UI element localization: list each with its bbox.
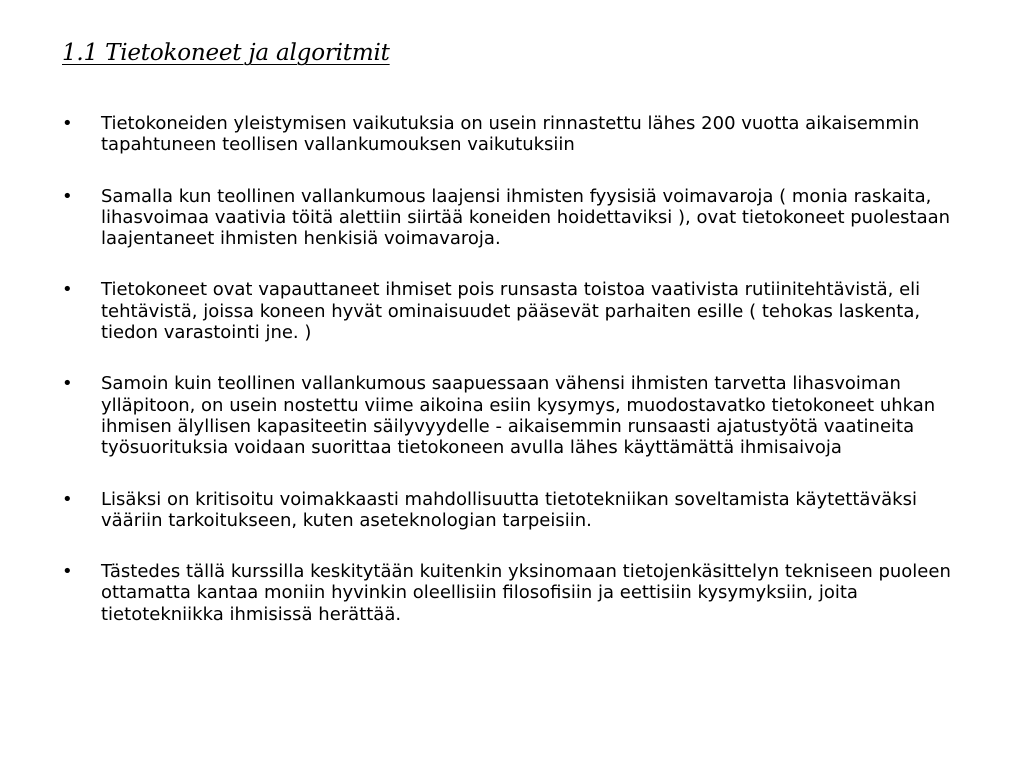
bullet-item-4 <box>62 373 982 458</box>
bullet-item-5 <box>62 489 982 532</box>
bullet-icon: • <box>62 279 73 301</box>
bullet-text: Tietokoneet ovat vapauttaneet ihmiset pois runsasta toistoa vaativista rutiinitehtävistä, eli tehtävistä, joissa koneen hyvät ominaisuudet pääsevät parhaiten esille ( tehokas laskenta, tiedon varastointi jne. ) <box>101 279 921 344</box>
bullet-icon: • <box>62 373 73 395</box>
bullet-list <box>62 113 982 655</box>
bullet-text: Samoin kuin teollinen vallankumous saapuessaan vähensi ihmisten tarvetta lihasvoiman ylläpitoon, on usein nostettu viime aikoina esiin kysymys, muodostavatko tietokoneet uhkan ihmisen älyllisen kapasiteetin säilyvyydelle - aikaisemmin runsaasti ajatustyötä vaatineita työsuorituksia voidaan suorittaa tietokoneen avulla lähes käyttämättä ihmisaivoja <box>101 373 936 459</box>
bullet-icon: • <box>62 561 73 583</box>
bullet-item-1 <box>62 113 982 156</box>
bullet-icon: • <box>62 185 73 207</box>
slide-title: 1.1 Tietokoneet ja algoritmit <box>62 40 390 66</box>
bullet-icon: • <box>62 488 73 510</box>
bullet-icon: • <box>62 113 73 134</box>
bullet-text: Samalla kun teollinen vallankumous laajensi ihmisten fyysisiä voimavaroja ( monia raskaita, lihasvoimaa vaativia töitä alettiin siirtää koneiden hoidettaviksi ), ovat tietokoneet puolestaan laajentaneet ihmisten henkisiä voimavaroja. <box>101 185 951 250</box>
bullet-item-6 <box>62 561 982 625</box>
bullet-text: Tietokoneiden yleistymisen vaikutuksia on usein rinnastettu lähes 200 vuotta aikaisemmin tapahtuneen teollisen vallankumouksen vaikutuksiin <box>101 113 920 156</box>
bullet-item-3 <box>62 279 982 343</box>
bullet-text: Tästedes tällä kurssilla keskitytään kuitenkin yksinomaan tietojenkäsittelyn tekniseen puoleen ottamatta kantaa moniin hyvinkin oleellisiin filosofisiin ja eettisiin kysymyksiin, joita tietotekniikka ihmisissä herättää. <box>101 561 951 625</box>
bullet-item-2 <box>62 186 982 250</box>
bullet-text: Lisäksi on kritisoitu voimakkaasti mahdollisuutta tietotekniikan soveltamista käytettäväksi vääriin tarkoitukseen, kuten aseteknologian tarpeisiin. <box>101 488 917 531</box>
